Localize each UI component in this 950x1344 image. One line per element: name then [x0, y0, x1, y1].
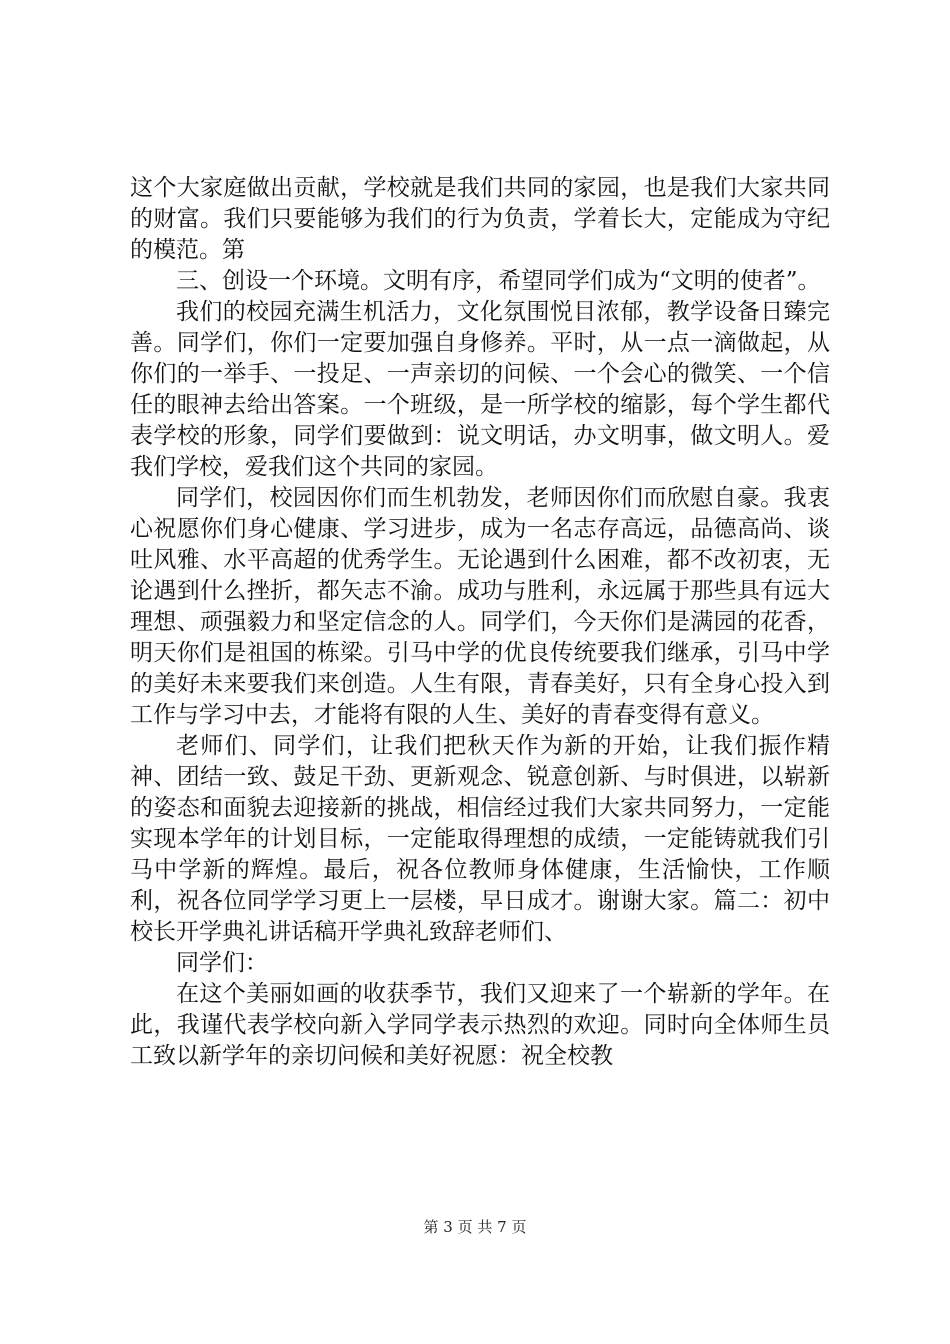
paragraph-4: 同学们，校园因你们而生机勃发，老师因你们而欣慰自豪。我衷心祝愿你们身心健康、学习进步，成为一名志存高远，品德高尚、谈吐风雅、水平高超的优秀学生。无论遇到什么困难，都不改初衷，无论遇到什么挫折，都矢志不渝。成功与胜利，永远属于那些具有远大理想、顽强毅力和坚定信念的人。同学们，今天你们是满园的花香，明天你们是祖国的栋梁。引马中学的优良传统要我们继承，引马中学的美好未来要我们来创造。人生有限，青春美好，只有全身心投入到工作与学习中去，才能将有限的人生、美好的青春变得有意义。 [130, 485, 830, 728]
page-number-label: 第 3 页 共 7 页 [423, 1218, 527, 1236]
paragraph-3: 我们的校园充满生机活力，文化氛围悦目浓郁，教学设备日臻完善。同学们，你们一定要加强自身修养。平时，从一点一滴做起，从你们的一举手、一投足、一声亲切的问候、一个会心的微笑、一个信任的眼神去给出答案。一个班级，是一所学校的缩影，每个学生都代表学校的形象，同学们要做到：说文明话，办文明事，做文明人。爱我们学校，爱我们这个共同的家园。 [130, 299, 830, 480]
paragraph-7: 在这个美丽如画的收获季节，我们又迎来了一个崭新的学年。在此，我谨代表学校向新入学同学表示热烈的欢迎。同时向全体师生员工致以新学年的亲切问候和美好祝愿：祝全校教 [130, 981, 830, 1069]
document-body [130, 173, 830, 1072]
paragraph-6: 同学们： [176, 950, 268, 976]
paragraph-5: 老师们、同学们，让我们把秋天作为新的开始，让我们振作精神、团结一致、鼓足干劲、更新观念、锐意创新、与时俱进，以崭新的姿态和面貌去迎接新的挑战，相信经过我们大家共同努力，一定能实现本学年的计划目标，一定能取得理想的成绩，一定能铸就我们引马中学新的辉煌。最后，祝各位教师身体健康，生活愉快，工作顺利，祝各位同学学习更上一层楼，早日成才。谢谢大家。篇二：初中校长开学典礼讲话稿开学典礼致辞老师们、 [130, 733, 830, 945]
paragraph-2: 三、创设一个环境。文明有序，希望同学们成为“文明的使者”。 [176, 268, 821, 294]
paragraph-1: 这个大家庭做出贡献，学校就是我们共同的家园，也是我们大家共同的财富。我们只要能够为我们的行为负责，学着长大，定能成为守纪的模范。第 [130, 175, 830, 263]
page-footer [0, 1216, 950, 1237]
